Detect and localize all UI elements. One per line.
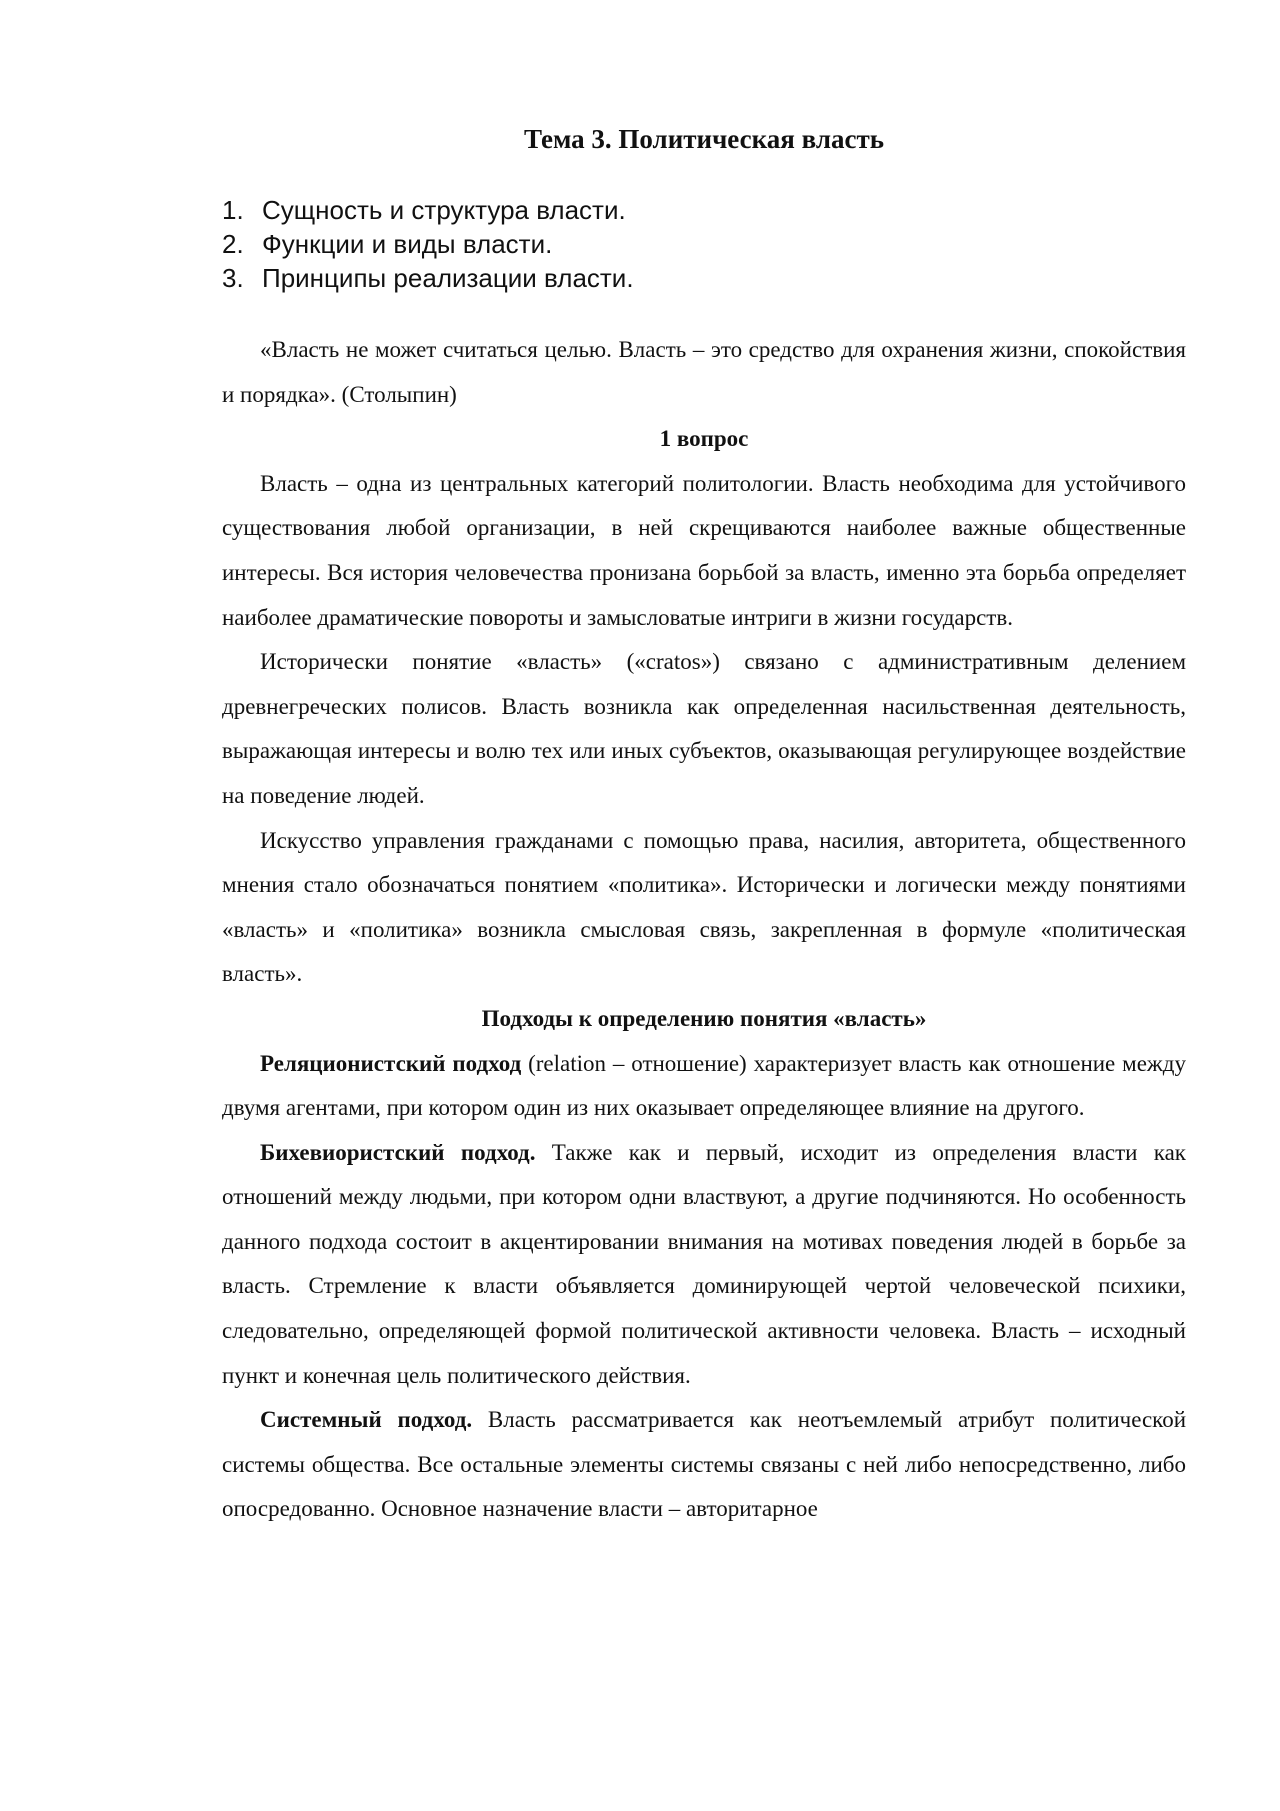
term-bold: Системный подход.: [260, 1407, 473, 1433]
paragraph: Искусство управления гражданами с помощью права, насилия, авторитета, общественного мнения стало обозначаться понятием «политика». Исторически и логически между понятиями «власть» и «политика» возникла смысловая связь, закрепленная в формуле «политическая власть».: [222, 827, 1186, 987]
list-item-number: 2.: [222, 229, 244, 259]
paragraph-text: (relation – отношение) характеризует власть как отношение между двумя агентами, при котором один из них оказывает определяющее влияние на другого.: [222, 1050, 1186, 1121]
paragraph-relational-approach: [222, 1042, 1186, 1131]
list-item: [222, 261, 634, 295]
paragraph-behavioral-approach: [222, 1131, 1186, 1399]
paragraph-text: Власть рассматривается как неотъемлемый атрибут политической системы общества. Все остальные элементы системы связаны с ней либо непосредственно, либо опосредованно. Основное назначение власти – авторитарное: [222, 1407, 1186, 1522]
list-item-number: 1.: [222, 195, 244, 225]
list-item: [222, 227, 634, 261]
list-item-number: 3.: [222, 263, 244, 293]
document-title: Тема 3. Политическая власть: [523, 124, 885, 154]
list-item-text: Сущность и структура власти.: [262, 195, 626, 225]
paragraph: Исторически понятие «власть» («cratos») связано с административным делением древнегреческих полисов. Власть возникла как определенная насильственная деятельность, выражающая интересы и волю тех или иных субъектов, оказывающая регулирующее воздействие на поведение людей.: [222, 649, 1186, 808]
paragraph: Власть – одна из центральных категорий политологии. Власть необходима для устойчивого существования любой организации, в ней скрещиваются наиболее важные общественные интересы. Вся история человечества пронизана борьбой за власть, именно эта борьба определяет наиболее драматические повороты и замысловатые интриги в жизни государств.: [222, 470, 1186, 630]
list-item-text: Функции и виды власти.: [262, 229, 553, 259]
list-item-text: Принципы реализации власти.: [262, 263, 634, 293]
document-body: [222, 328, 1186, 1532]
paragraph-text: Также как и первый, исходит из определения власти как отношений между людьми, при котором одни властвуют, а другие подчиняются. Но особенность данного подхода состоит в акцентировании внимания на мотивах поведения людей в борьбе за власть. Стремление к власти объявляется доминирующей чертой человеческой психики, следовательно, определяющей формой политической активности человека. Власть – исходный пункт и конечная цель политического действия.: [222, 1139, 1186, 1388]
epigraph: «Власть не может считаться целью. Власть – это средство для охранения жизни, спокойствия и порядка». (Столыпин): [222, 337, 1186, 407]
section-heading: 1 вопрос: [659, 426, 749, 452]
term-bold: Бихевиористский подход.: [260, 1139, 536, 1165]
topics-list: [222, 193, 634, 295]
list-item: [222, 193, 634, 227]
section-heading: Подходы к определению понятия «власть»: [481, 1005, 927, 1031]
term-bold: Реляционистский подход: [260, 1050, 522, 1076]
paragraph-system-approach: [222, 1398, 1186, 1532]
